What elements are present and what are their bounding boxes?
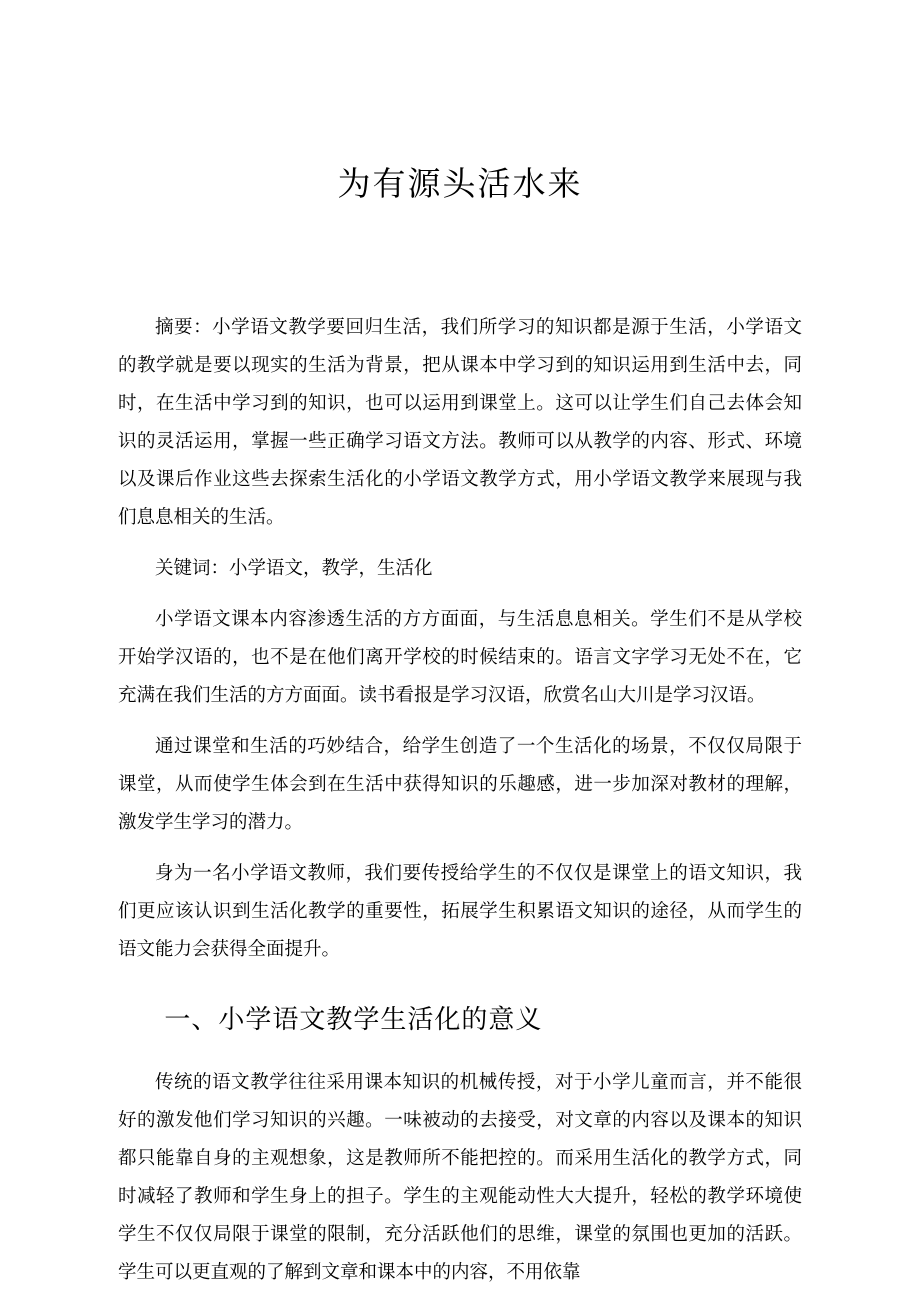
document-title: 为有源头活水来 <box>337 167 583 203</box>
section-heading: 一、小学语文教学生活化的意义 <box>164 1005 543 1034</box>
body-paragraph-2: 通过课堂和生活的巧妙结合，给学生创造了一个生活化的场景，不仅仅局限于课堂，从而使学生体会到在生活中获得知识的乐趣感，进一步加深对教材的理解，激发学生学习的潜力。 <box>118 737 802 833</box>
abstract-paragraph: 摘要：小学语文教学要回归生活，我们所学习的知识都是源于生活，小学语文的教学就是要以现实的生活为背景，把从课本中学习到的知识运用到生活中去，同时，在生活中学习到的知识，也可以运用到课堂上。这可以让学生们自己去体会知识的灵活运用，掌握一些正确学习语文方法。教师可以从教学的内容、形式、环境以及课后作业这些去探索生活化的小学语文教学方式，用小学语文教学来展现与我们息息相关的生活。 <box>118 318 802 528</box>
keywords-line: 关键词：小学语文，教学，生活化 <box>155 559 433 579</box>
section-paragraph-1: 传统的语文教学往往采用课本知识的机械传授，对于小学儿童而言，并不能很好的激发他们学习知识的兴趣。一味被动的去接受，对文章的内容以及课本的知识都只能靠自身的主观想象，这是教师所不能把控的。而采用生活化的教学方式，同时减轻了教师和学生身上的担子。学生的主观能动性大大提升，轻松的教学环境使学生不仅仅局限于课堂的限制，充分活跃他们的思维，课堂的氛围也更加的活跃。学生可以更直观的了解到文章和课本中的内容，不用依靠 <box>118 1073 802 1283</box>
body-paragraph-1: 小学语文课本内容渗透生活的方方面面，与生活息息相关。学生们不是从学校开始学汉语的，也不是在他们离开学校的时候结束的。语言文字学习无处不在，它充满在我们生活的方方面面。读书看报是学习汉语，欣赏名山大川是学习汉语。 <box>118 610 802 706</box>
body-paragraph-3: 身为一名小学语文教师，我们要传授给学生的不仅仅是课堂上的语文知识，我们更应该认识到生活化教学的重要性，拓展学生积累语文知识的途径，从而学生的语文能力会获得全面提升。 <box>118 864 802 960</box>
